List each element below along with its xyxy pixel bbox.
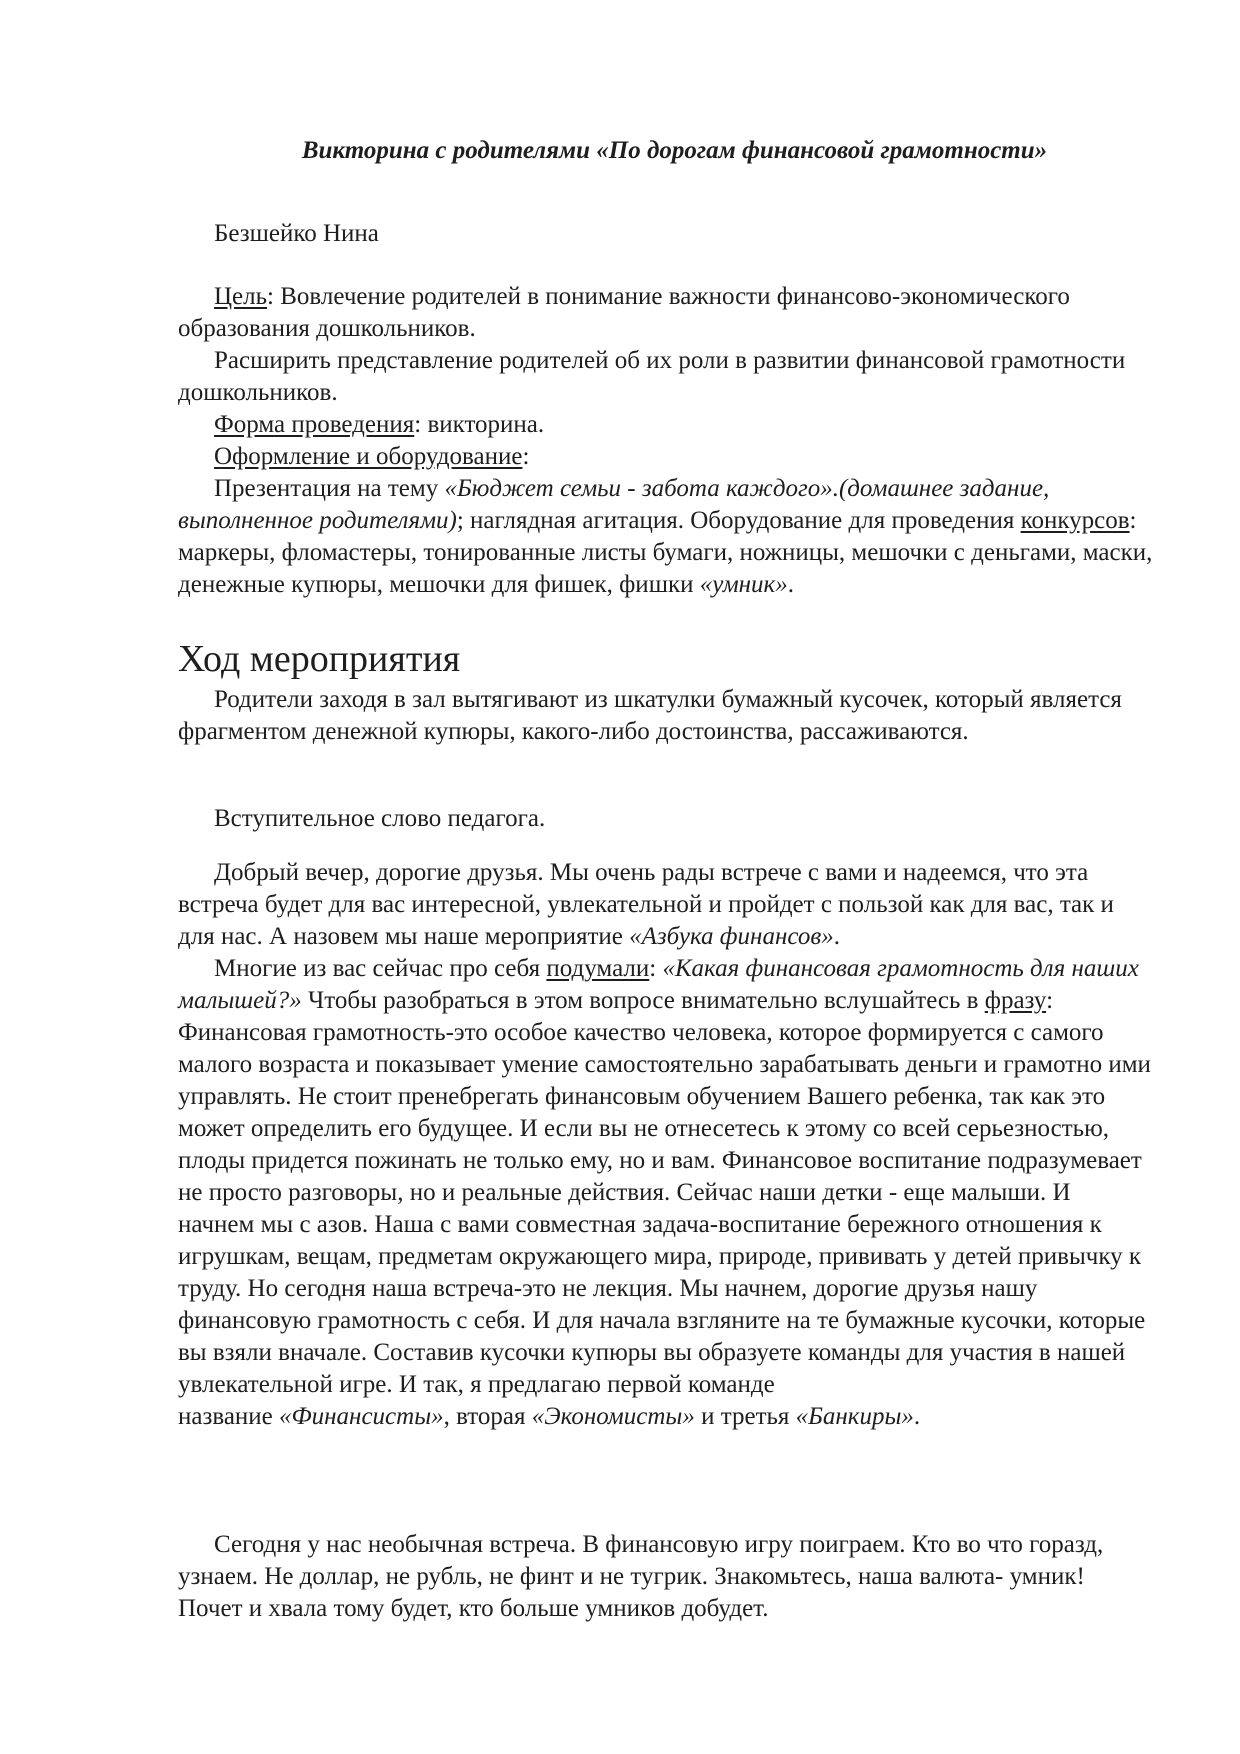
question-quote: «Какая финансовая грамотность для наших малышей?» [178,955,1139,1014]
today-paragraph: Сегодня у нас необычная встреча. В финансовую игру поиграем. Кто во что горазд, узнаем. Не доллар, не рубль, не финт и не тугрик. Знакомьтесь, наша валюта- умник! Почет и хвала тому будет, кто больше умников добудет. [178,1531,1104,1622]
goal-label: Цель [214,283,268,310]
main-text-2: : [649,955,663,982]
welcome-paragraph [178,857,1153,953]
welcome-text-1: Добрый вечер, дорогие друзья. Мы очень рады встрече с вами и надеемся, что эта встреча будет для вас интересной, увлекательной и пройдет с пользой как для вас, так и для нас. А назовем мы наше мероприятие [178,859,1114,950]
thought-link[interactable]: подумали [546,955,650,982]
document-title: Викторина с родителями «По дорогам финансовой грамотности» [301,137,1048,164]
equipment-label: Оформление и оборудование [214,443,523,470]
presentation-topic: «Бюджет семьи - забота каждого».(домашнее задание, выполненное родителями) [178,475,1050,534]
form-paragraph [178,409,1153,441]
main-text-4: : Финансовая грамотность-это особое качество человека, которое формируется с самого малого возраста и показывает умение самостоятельно зарабатывать деньги и грамотно ими управлять. Не стоит пренебрегать финансовым обучением Вашего ребенка, так как это может определить его будущее. И если вы не отнесетесь к этому со всей серьезностью, плоды придется пожинать не только ему, но и вам. Финансовое воспитание подразумевает не просто разговоры, но и реальные действия. Сейчас наши детки - еще малыши. И начнем мы с азов. Наша с вами совместная задача-воспитание бережного отношения к игрушкам, вещам, предметам окружающего мира, природе, прививать у детей привычку к труду. Но сегодня наша встреча-это не лекция. Мы начнем, дорогие друзья нашу финансовую грамотность с себя. И для начала взгляните на те бумажные кусочки, которые вы взяли вначале. Составив кусочки купюры вы образуете команды для участия в нашей увлекательной игре. И так, я предлагаю первой команде [178,987,1151,1398]
presentation-paragraph [178,473,1153,601]
presentation-text-3: : маркеры, фломастеры, тонированные листы бумаги, ножницы, мешочки с деньгами, маски, денежные купюры, мешочки для фишек, фишки [178,507,1153,598]
main-text-6: , вторая [443,1403,532,1430]
main-text-5: название [178,1403,280,1430]
contests-link[interactable]: конкурсов [1020,507,1130,534]
author-line: Безшейко Нина [214,220,379,247]
team-economists: «Экономисты» [531,1403,695,1430]
form-label: Форма проведения [214,411,415,438]
phrase-link[interactable]: фразу [984,987,1047,1014]
main-text-7: и третья [694,1403,796,1430]
team-bankers: «Банкиры» [795,1403,914,1430]
goal-text: : Вовлечение родителей в понимание важности финансово-экономического образования дошкольников. [178,283,1070,342]
expand-paragraph: Расширить представление родителей об их роли в развитии финансовой грамотности дошкольников. [178,347,1126,406]
presentation-text-4: . [787,571,794,598]
main-paragraph [178,953,1153,1433]
goal-paragraph [178,281,1153,345]
form-text: : викторина. [414,411,545,438]
presentation-text-1: Презентация на тему [214,475,445,502]
main-text-3: Чтобы разобраться в этом вопросе внимательно вслушайтесь в [301,987,985,1014]
main-text-8: . [913,1403,921,1430]
equipment-paragraph [178,441,1153,473]
presentation-text-2: ; наглядная агитация. Оборудование для проведения [456,507,1021,534]
section-heading: Ход мероприятия [178,638,461,680]
event-name: «Азбука финансов» [629,923,834,950]
welcome-text-2: . [833,923,840,950]
equipment-text: : [522,443,530,470]
team-financiers: «Финансисты» [279,1403,444,1430]
intro-label: Вступительное слово педагога. [214,805,546,832]
arrival-paragraph: Родители заходя в зал вытягивают из шкатулки бумажный кусочек, который является фрагментом денежной купюры, какого-либо достоинства, рассаживаются. [178,686,1122,745]
umnik-chip: «умник» [699,571,788,598]
main-text-1: Многие из вас сейчас про себя [214,955,547,982]
